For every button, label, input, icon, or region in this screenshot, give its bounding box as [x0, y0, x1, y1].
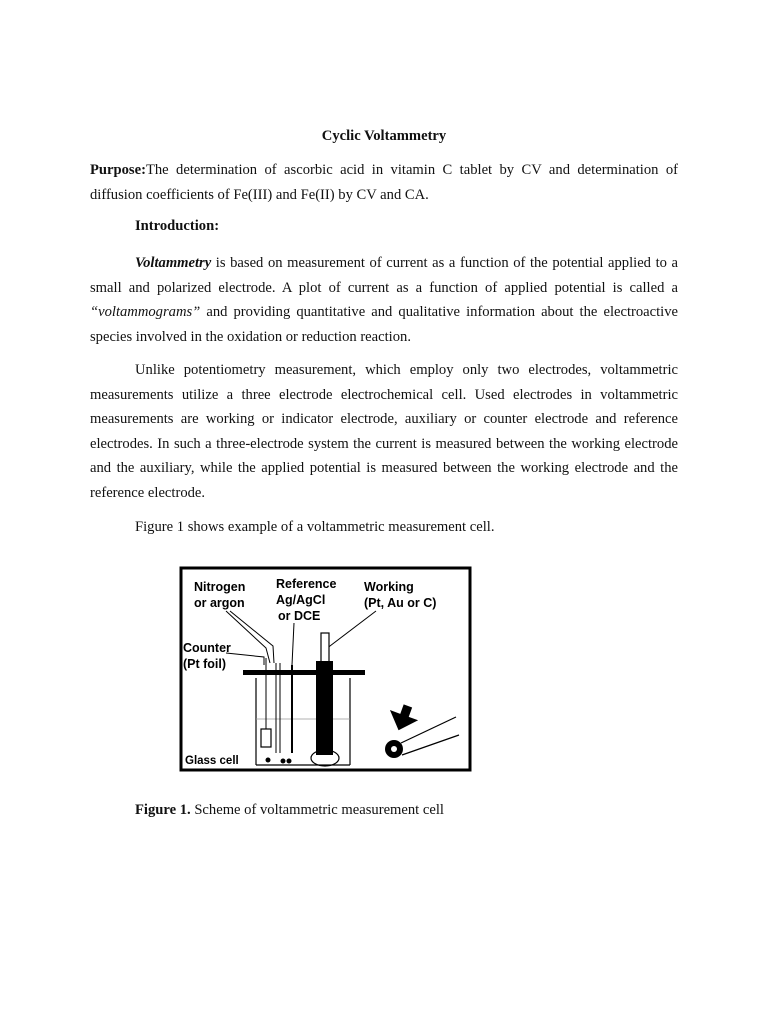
cell-cap	[243, 670, 365, 675]
voltammetric-cell-diagram	[138, 553, 482, 785]
leader-working	[326, 611, 376, 649]
label-glass-cell: Glass cell	[185, 755, 239, 767]
electrodes-paragraph: Unlike potentiometry measurement, which employ only two electrodes, voltammetric measurements utilize a three electrode electrochemical cell. Used electrodes in voltammetric measurements are working or indicator electrode, auxiliary or counter electrode and reference electrodes. In such a three-electrode system the current is measured between the working electrode and the auxiliary, while the applied potential is measured between the working electrode and the reference electrode.	[90, 362, 678, 501]
figure-reference-paragraph: Figure 1 shows example of a voltammetric measurement cell.	[135, 519, 495, 535]
electrode-disc-core	[391, 746, 397, 752]
voltammetry-text-b: and providing quantitative and qualitative information about the electroactive species involved in the oxidation or reduction reaction.	[90, 304, 678, 345]
label-counter-1: Counter	[183, 641, 231, 655]
voltammetry-text-a: is based on measurement of current as a function of the potential applied to a small and polarized electrode. A plot of current as a function of applied potential is called a	[90, 255, 678, 296]
label-reference-2: Ag/AgCl	[276, 593, 326, 607]
working-electrode-body	[316, 661, 333, 755]
counter-foil	[261, 729, 271, 747]
label-working-2: (Pt, Au or C)	[364, 596, 437, 610]
purpose-text: The determination of ascorbic acid in vitamin C tablet by CV and determination of diffusion coefficients of Fe(III) and Fe(II) by CV and CA.	[90, 162, 678, 203]
label-reference-1: Reference	[276, 577, 337, 591]
gas-bubble-2	[281, 759, 286, 764]
label-counter-2: (Pt foil)	[183, 657, 227, 671]
label-working-1: Working	[364, 580, 414, 594]
figure-caption	[135, 802, 444, 819]
gas-bubble-1	[266, 758, 271, 763]
leader-reference	[292, 623, 294, 665]
label-reference-3: or DCE	[278, 609, 321, 623]
leader-nitrogen-2	[230, 611, 274, 663]
caption-label: Figure 1.	[135, 802, 191, 818]
gas-bubble-3	[287, 759, 292, 764]
voltammetry-term: Voltammetry	[135, 255, 212, 271]
leader-counter	[226, 653, 264, 665]
working-electrode-tip	[321, 633, 329, 663]
label-nitrogen-2: or argon	[194, 596, 245, 610]
purpose-paragraph	[90, 158, 678, 207]
voltammetry-paragraph	[90, 251, 678, 349]
introduction-heading: Introduction:	[135, 218, 220, 234]
caption-text: Scheme of voltammetric measurement cell	[190, 802, 444, 818]
label-nitrogen-1: Nitrogen	[194, 580, 246, 594]
magnify-arrow-icon	[384, 701, 421, 736]
glass-cell	[256, 678, 350, 765]
purpose-label: Purpose:	[90, 162, 146, 178]
voltammograms-term: “voltammograms”	[90, 304, 201, 320]
document-title: Cyclic Voltammetry	[321, 128, 447, 144]
figure-1	[138, 553, 482, 785]
